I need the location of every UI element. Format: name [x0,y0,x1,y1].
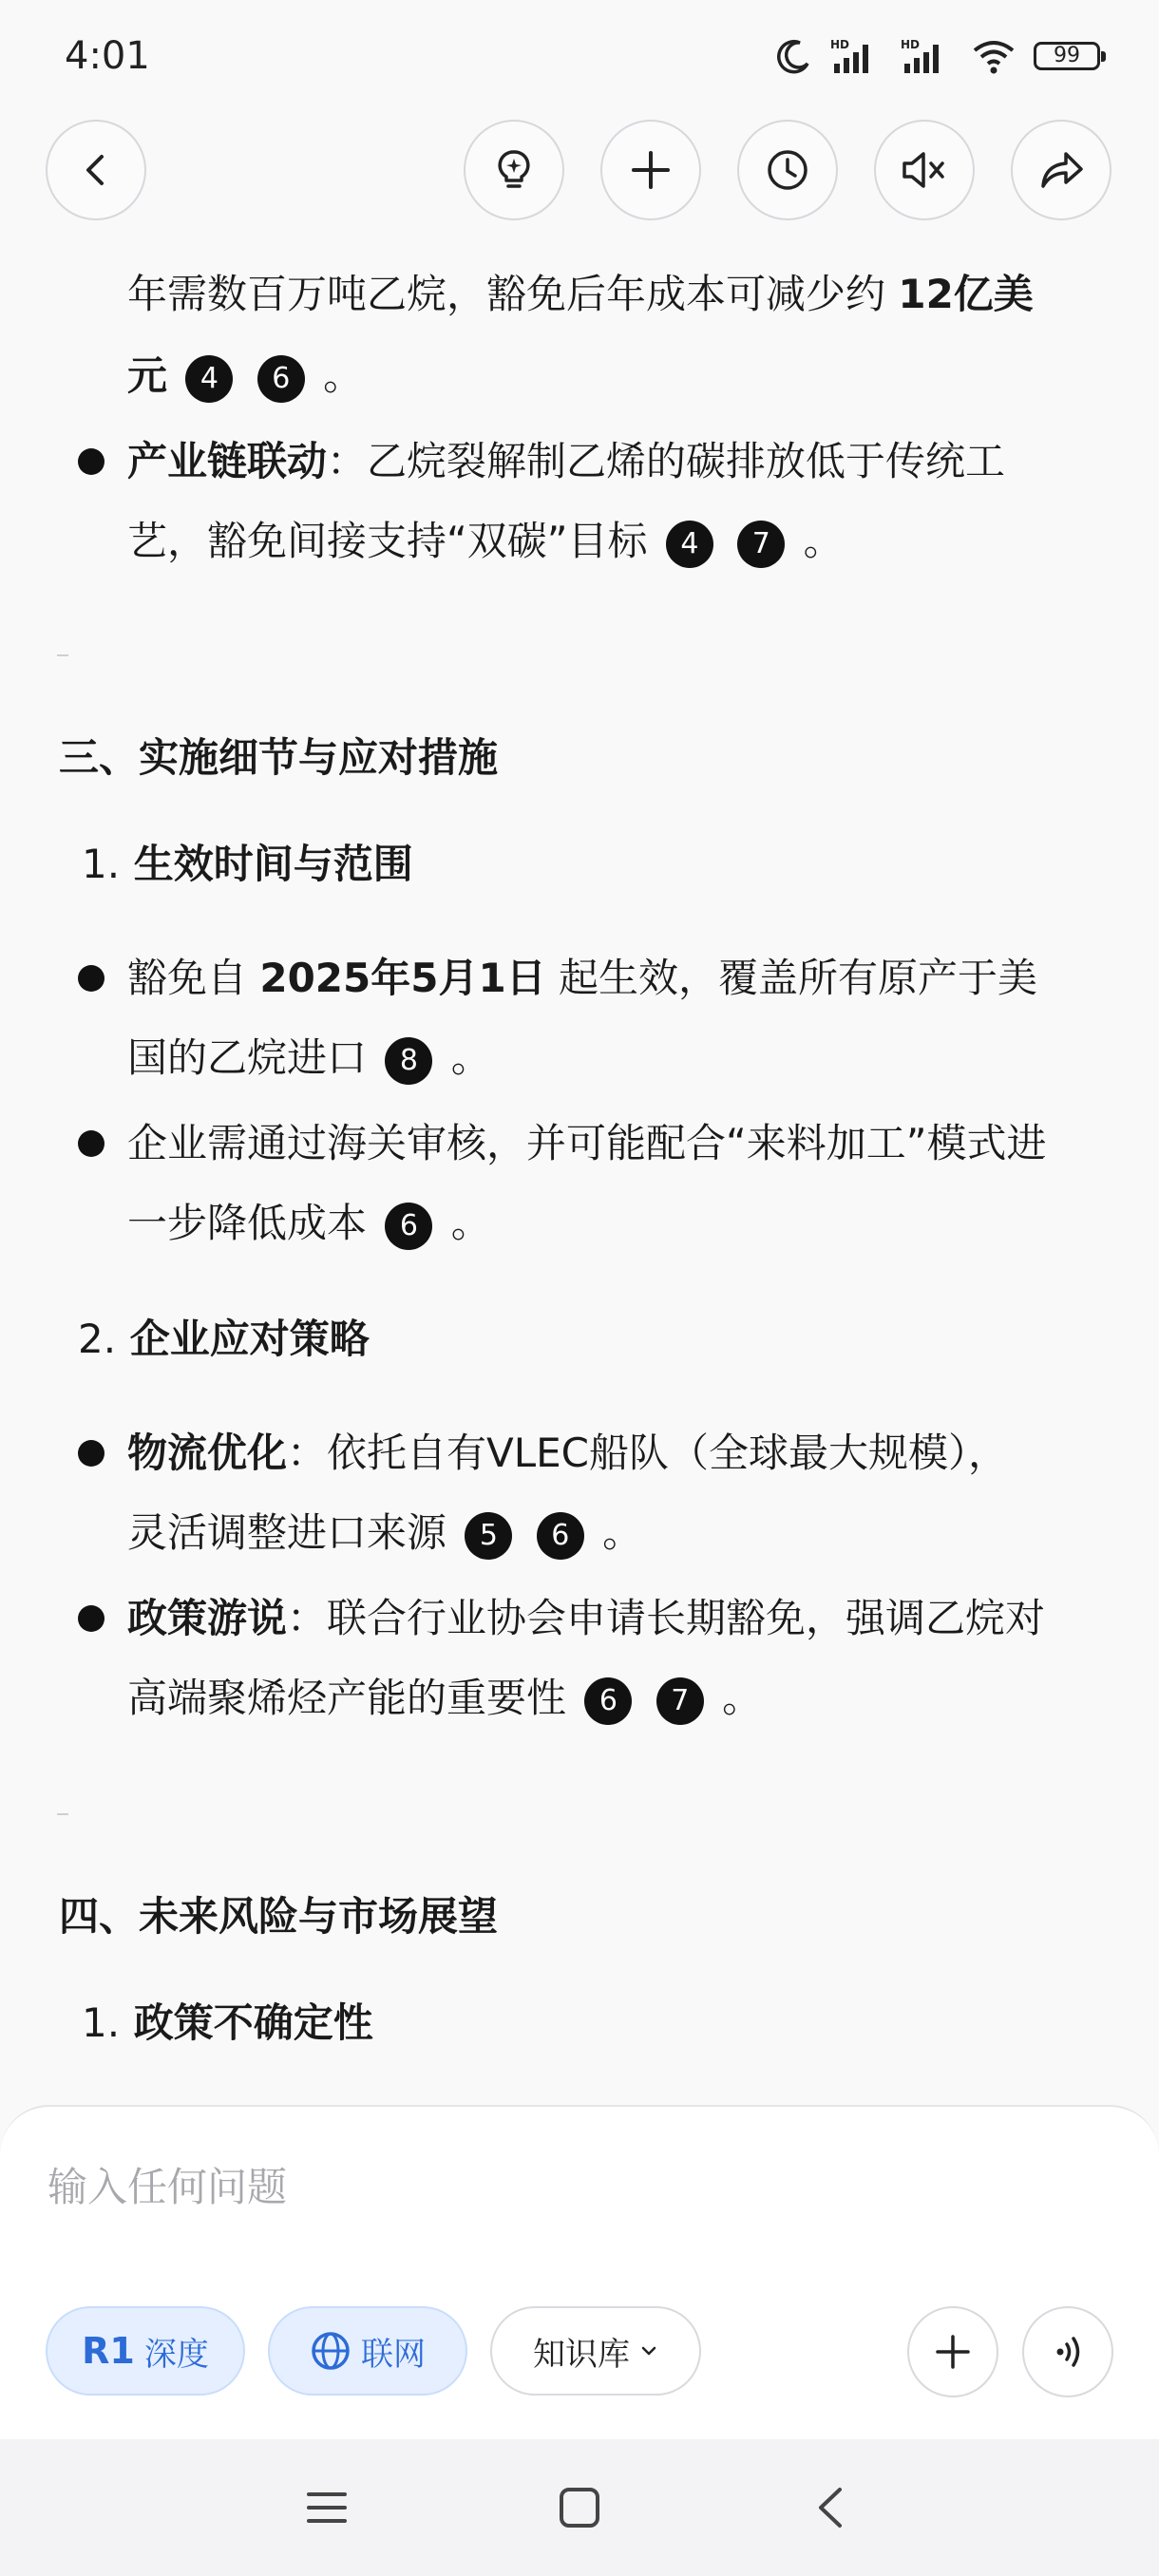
signal-hd-icon-2 [901,37,954,75]
section-divider [57,654,68,656]
text-line: 一步降低成本 6 。 [127,1195,491,1252]
subsection-heading: 2. 企业应对策略 [78,1316,370,1362]
inspiration-button[interactable] [464,120,564,220]
subsection-heading: 1. 生效时间与范围 [82,841,413,887]
bullet-dot [78,1605,104,1632]
web-search-toggle[interactable] [268,2306,467,2396]
svg-text:HD: HD [901,38,921,51]
input-panel [0,2105,1159,2439]
citation-badge[interactable]: 6 [385,1203,432,1250]
deep-think-r1-toggle[interactable] [46,2306,245,2396]
citation-badge[interactable]: 8 [385,1037,432,1085]
citation-badge[interactable]: 5 [465,1512,512,1560]
bullet-dot [78,1130,104,1157]
voice-input-button[interactable] [1022,2306,1113,2397]
history-clock-icon [764,146,811,194]
citation-badge[interactable]: 6 [584,1677,632,1725]
text-line: 灵活调整进口来源 5 6 。 [127,1505,642,1562]
nav-menu-button[interactable] [293,2473,361,2542]
attach-button[interactable] [907,2306,998,2397]
list-item: 企业需通过海关审核，并可能配合“来料加工”模式进 [127,1120,1047,1166]
mute-speaker-icon [899,146,950,194]
text-line: 年需数百万吨乙烷，豁免后年成本可减少约 12亿美 [127,271,1034,317]
status-time: 4:01 [65,34,150,78]
nav-back-button[interactable] [796,2473,864,2542]
status-icons [775,37,1100,75]
bullet-dot [78,448,104,475]
plus-icon [630,149,672,191]
share-button[interactable] [1011,120,1112,220]
citation-badge[interactable]: 7 [737,521,785,568]
new-chat-button[interactable] [600,120,701,220]
subsection-heading: 1. 政策不确定性 [82,1999,373,2046]
system-nav-bar [0,2439,1159,2576]
chevron-down-icon [639,2341,658,2360]
nav-home-button[interactable] [545,2473,614,2542]
history-button[interactable] [737,120,838,220]
text-line: 高端聚烯烃产能的重要性 6 7 。 [127,1670,762,1727]
lightbulb-icon [490,146,538,194]
citation-badge[interactable]: 6 [257,355,305,403]
bullet-dot [78,965,104,992]
svg-text:HD: HD [830,38,850,51]
menu-icon [305,2489,349,2527]
text-line: 元 4 6 。 [127,348,363,405]
section-heading: 三、实施细节与应对措施 [59,734,499,781]
share-arrow-icon [1037,146,1085,194]
section-divider [57,1813,68,1815]
question-input[interactable] [46,2152,1113,2221]
section-heading: 四、未来风险与市场展望 [59,1893,499,1940]
bullet-dot [78,1440,104,1467]
back-arrow-icon [77,151,115,189]
do-not-disturb-moon-icon [775,37,813,75]
r1-badge: R1 [82,2330,135,2372]
home-square-icon [558,2486,601,2529]
knowledge-base-dropdown[interactable] [490,2306,701,2396]
signal-hd-icon [830,37,884,75]
list-item: 豁免自 2025年5月1日 起生效，覆盖所有原产于美 [127,955,1038,1001]
status-bar [0,0,1159,112]
deep-think-label: 深度 [143,2335,209,2374]
back-triangle-icon [811,2486,849,2529]
web-search-label: 联网 [361,2335,426,2374]
answer-content [0,228,1159,2099]
mute-button[interactable] [874,120,975,220]
text-line: 艺，豁免间接支持“双碳”目标 4 7 。 [127,513,844,570]
list-item: 物流优化：依托自有VLEC船队（全球最大规模）， [127,1430,1009,1476]
list-item: 产业链联动：乙烷裂解制乙烯的碳排放低于传统工 [127,438,1006,484]
wifi-icon [971,37,1016,75]
citation-badge[interactable]: 7 [656,1677,704,1725]
voice-wave-icon [1049,2333,1087,2371]
battery-indicator: 99 [1034,42,1100,70]
knowledge-base-label: 知识库 [533,2335,630,2374]
plus-icon [934,2333,972,2371]
citation-badge[interactable]: 4 [666,521,713,568]
citation-badge[interactable]: 4 [185,355,233,403]
list-item: 政策游说：联合行业协会申请长期豁免，强调乙烷对 [127,1595,1046,1641]
text-line: 国的乙烷进口 8 。 [127,1030,491,1087]
back-button[interactable] [46,120,146,220]
citation-badge[interactable]: 6 [537,1512,584,1560]
toolbar [0,120,1159,224]
globe-icon [310,2330,352,2372]
